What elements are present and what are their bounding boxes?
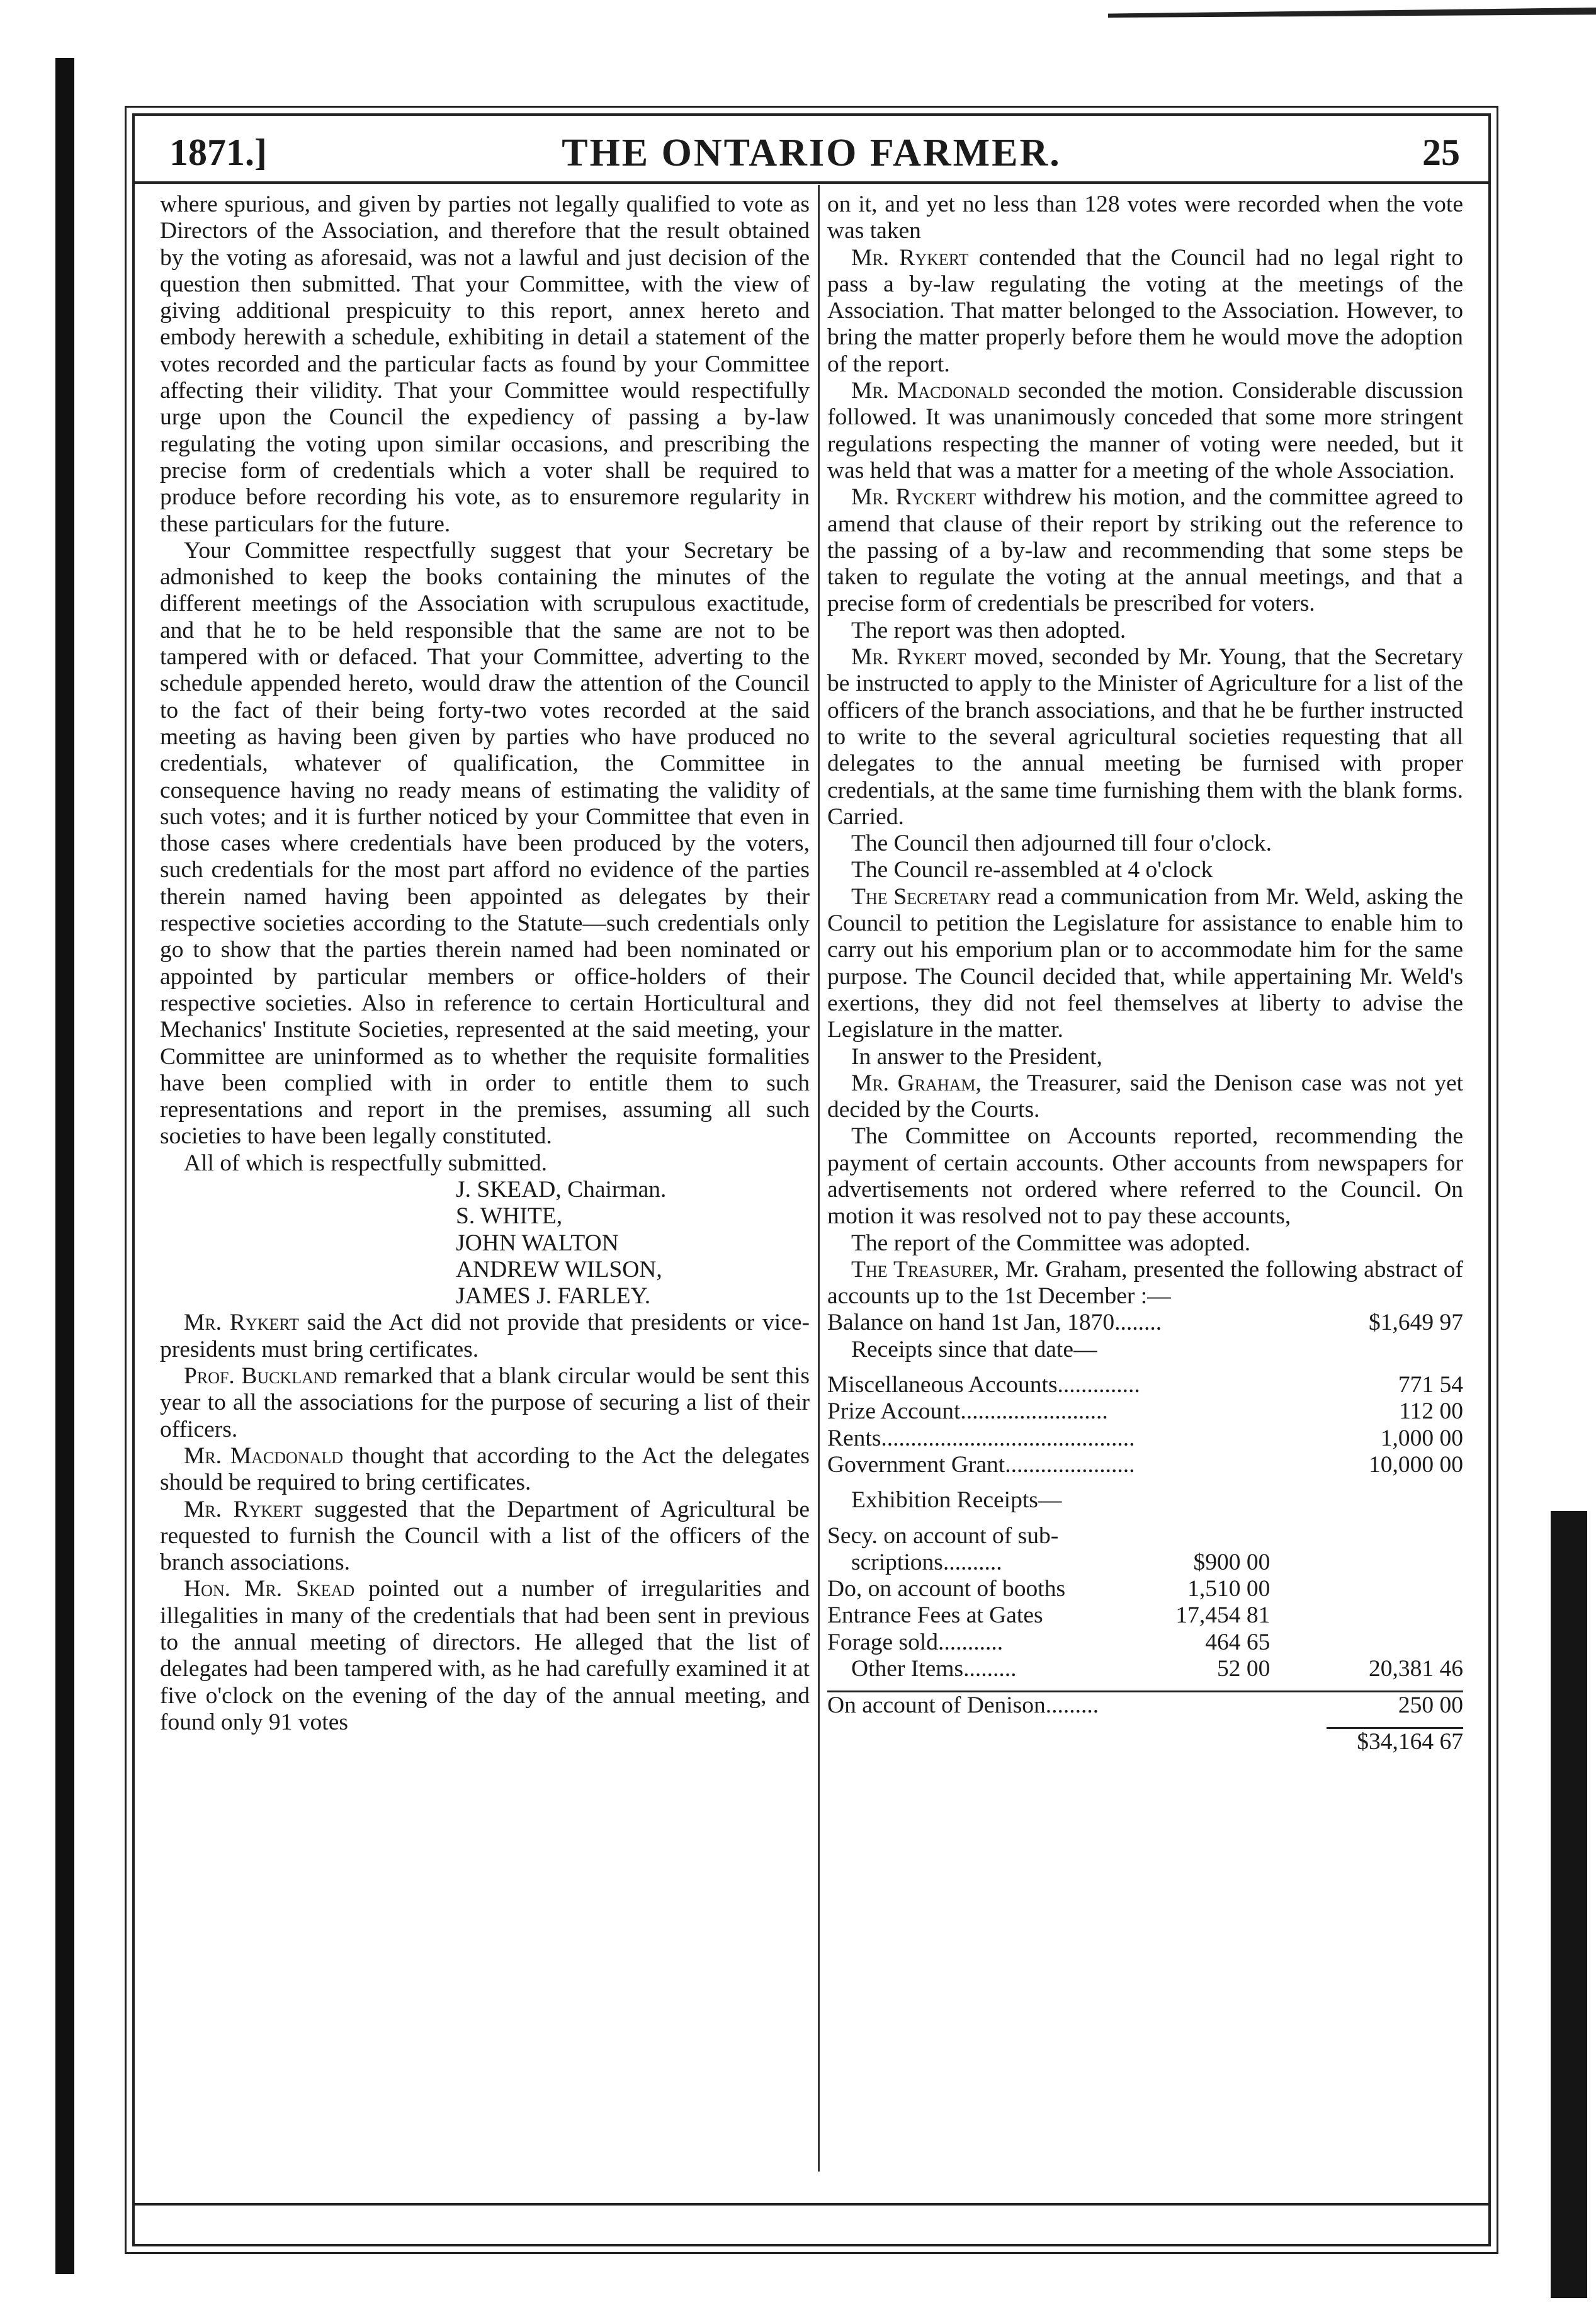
table-row: [827, 1691, 1463, 1719]
paragraph: where spurious, and given by parties not legally qualified to vote as Directors of the Association, and therefore that the result obtained by the voting as aforesaid, was not a lawful and just decision of the question then submitted. That your Committee, with the view of giving additional prespicuity to this report, annex hereto and embody herewith a schedule, exhibiting in detail a statement of the votes recorded and the particular facts as found by your Committee affecting their vilidity. That your Committee would respectifully urge upon the Council the expediency of passing a by-law regulating the voting upon similar occasions, and prescribing the precise form of credentials which a voter shall be required to produce before recording his vote, as to ensuremore regularity in these particulars for the future.: [160, 191, 810, 537]
entry-text: thought that according to the Act the delegates should be required to bring certificates.: [160, 1442, 810, 1496]
account-amount: [1327, 1523, 1463, 1549]
speaker: Prof. Buckland: [184, 1363, 337, 1390]
minutes-entry: [160, 1310, 810, 1363]
speaker: Mr. Rykert: [184, 1496, 303, 1522]
account-amount: $1,649 97: [1369, 1310, 1463, 1336]
signature-line: S. WHITE,: [456, 1203, 563, 1230]
table-row: [827, 1523, 1463, 1549]
account-amount: 250 00: [1327, 1691, 1463, 1719]
minutes-entry: [160, 1363, 810, 1443]
paragraph: All of which is respectfully submitted.: [184, 1150, 547, 1176]
minutes-entry: [160, 1497, 810, 1577]
entry-text: moved, seconded by Mr. Young, that the Secretary be instructed to apply to the Minister of Agriculture for a list of the officers of the branch associations, and that he be further instructed to write to the several agricultural societies requesting that all delegates to the annual meeting be furnised with proper credentials, at the same time furnishing them with the blank forms. Carried.: [827, 644, 1463, 830]
left-column: [160, 191, 810, 1736]
page-frame: [132, 113, 1491, 2246]
entry-text: withdrew his motion, and the committee agreed to amend that clause of their report by striking out the reference to the passing of a by-law and recommending that some steps be taken to regulate the voting at the annual meetings, and that a precise form of credentials be prescribed for voters.: [827, 484, 1463, 617]
account-amount: 20,381 46: [1369, 1656, 1463, 1682]
account-amount: [1327, 1629, 1463, 1656]
table-row: [827, 1728, 1463, 1755]
account-amount: [1327, 1602, 1463, 1629]
footer-rule: [135, 2203, 1488, 2206]
account-amount: 10,000 00: [1369, 1451, 1463, 1478]
table-row: [827, 1656, 1463, 1682]
account-amount: 771 54: [1398, 1372, 1463, 1398]
account-label: scriptions..........: [851, 1549, 1002, 1575]
entry-text: seconded the motion. Considerable discussion followed. It was unanimously conceded that some more stringent regulations respecting the manner of voting were needed, but it was held that was a matter for a meeting of the whole Association.: [827, 378, 1463, 484]
table-row: [827, 1425, 1463, 1452]
signature-line: JAMES J. FARLEY.: [456, 1283, 651, 1310]
page-number: 25: [1422, 132, 1460, 173]
entry-text: , Mr. Graham, presented the following abstract of accounts up to the 1st December :—: [827, 1256, 1463, 1310]
table-row: [827, 1629, 1463, 1656]
sub-amount: $900 00: [1193, 1549, 1271, 1575]
running-header: [135, 116, 1488, 185]
column-divider: [818, 185, 820, 2172]
table-row: [827, 1452, 1463, 1478]
entry-text: read a communication from Mr. Weld, asking the Council to petition the Legislature for assistance to enable him to carry out his emporium plan or to accommodate him for the same purpose. The Council decided that, while appertaining Mr. Weld's exertions, they did not feel themselves at liberty to advise the Legislature in the matter.: [827, 883, 1463, 1043]
header-rule: [135, 181, 1488, 184]
accounts-table: [827, 1310, 1463, 1755]
account-label: Prize Account.........................: [827, 1398, 1108, 1425]
table-row: [827, 1310, 1463, 1336]
signature-line: J. SKEAD, Chairman.: [456, 1176, 667, 1203]
account-label: Other Items.........: [851, 1656, 1017, 1682]
entry-text: The Committee on Accounts reported, recommending the payment of certain accounts. Other accounts from newspapers for advertisements not ordered where referred to the Council. On motion it was resolved not to pay these accounts,: [827, 1123, 1463, 1230]
signature-line: JOHN WALTON: [456, 1230, 619, 1256]
minutes-entry: [827, 618, 1463, 644]
entry-text: The Council then adjourned till four o'clock.: [851, 830, 1272, 857]
minutes-entry: [827, 245, 1463, 378]
account-label: Miscellaneous Accounts..............: [827, 1372, 1140, 1398]
account-label: Balance on hand 1st Jan, 1870........: [827, 1310, 1162, 1336]
table-row: [827, 1487, 1463, 1514]
entry-text: The report of the Committee was adopted.: [851, 1230, 1251, 1256]
table-row: [827, 1602, 1463, 1629]
minutes-entry: [827, 1257, 1463, 1310]
minutes-entry: [827, 378, 1463, 484]
minutes-entry: [827, 644, 1463, 830]
entry-text: , the Treasurer, said the Denison case was not yet decided by the Courts.: [827, 1070, 1464, 1123]
entry-text: The Council re-assembled at 4 o'clock: [851, 857, 1213, 883]
entry-text: The report was then adopted.: [851, 617, 1126, 643]
sub-amount: [1133, 1523, 1327, 1549]
scan-edge-left: [55, 58, 74, 2274]
minutes-entry: [827, 1230, 1463, 1257]
total-amount: $34,164 67: [1327, 1728, 1463, 1755]
entry-text: remarked that a blank circular would be sent this year to all the associations for the purpose of securing a list of their officers.: [160, 1363, 810, 1442]
speaker: Mr. Macdonald: [851, 378, 1010, 404]
sub-amount: 464 65: [1205, 1629, 1271, 1655]
paragraph: on it, and yet no less than 128 votes were recorded when the vote was taken: [827, 191, 1463, 244]
speaker: Mr. Rykert: [851, 244, 969, 271]
account-amount: 112 00: [1399, 1398, 1463, 1425]
minutes-entry: [827, 1123, 1463, 1230]
speaker: The Treasurer: [851, 1256, 993, 1283]
header-year: 1871.]: [169, 132, 267, 173]
minutes-entry: [160, 1576, 810, 1736]
account-amount: [1327, 1576, 1463, 1602]
scan-streak: [1108, 8, 1596, 18]
sub-amount: 17,454 81: [1175, 1602, 1271, 1629]
account-label: Rents...........................................: [827, 1425, 1135, 1451]
account-label: Entrance Fees at Gates: [827, 1602, 1043, 1629]
entry-text: contended that the Council had no legal right to pass a by-law regulating the voting at the meetings of the Association. That matter belonged to the Association. However, to bring the matter properly before them he would move the adoption of the report.: [827, 244, 1464, 377]
account-label: Secy. on account of sub-: [827, 1522, 1059, 1549]
section-heading: Exhibition Receipts—: [851, 1487, 1062, 1514]
minutes-entry: [827, 1044, 1463, 1070]
account-amount: 1,000 00: [1380, 1425, 1463, 1451]
speaker: Mr. Ryckert: [851, 484, 976, 511]
speaker: The Secretary: [851, 883, 991, 910]
account-label: Government Grant......................: [827, 1451, 1135, 1478]
header-title: THE ONTARIO FARMER.: [562, 132, 1061, 174]
minutes-entry: [827, 857, 1463, 883]
entry-text: suggested that the Department of Agricultural be requested to furnish the Council with a list of the officers of the branch associations.: [160, 1496, 810, 1576]
table-row: [827, 1398, 1463, 1425]
section-heading: Receipts since that date—: [851, 1336, 1097, 1362]
speaker: Hon. Mr. Skead: [184, 1576, 355, 1602]
table-row: [827, 1337, 1463, 1363]
right-column: [827, 191, 1463, 1755]
account-amount: [1327, 1549, 1463, 1576]
account-label: Forage sold...........: [827, 1629, 1004, 1655]
minutes-entry: [160, 1443, 810, 1497]
paragraph: Your Committee respectfully suggest that your Secretary be admonished to keep the books containing the minutes of the different meetings of the Association with scrupulous exactitude, and that he to be held responsible that the same are not to be tampered with or defaced. That your Committee, adverting to the schedule appended hereto, would draw the attention of the Council to the fact of their being forty-two votes recorded at the said meeting as having been given by parties who have produced no credentials, whatever of qualification, the Committee in consequence having no ready means of estimating the validity of such votes; and it is further noticed by your Committee that even in those cases where credentials have been produced by the voters, such credentials for the most part afford no evidence of the parties therein named having been appointed as delegates by their respective societies according to the Statute—such credentials only go to show that the parties therein named had been nominated or appointed by particular members or office-holders of their respective societies. Also in reference to certain Horticultural and Mechanics' Institute Societies, represented at the said meeting, your Committee are uninformed as to whether the requisite formalities have been complied with in order to entitle them to such representations and report in the premises, assuming all such societies to have been legally constituted.: [160, 537, 810, 1150]
minutes-entry: [827, 1070, 1463, 1124]
table-row: [827, 1576, 1463, 1602]
table-row: [827, 1372, 1463, 1398]
sub-amount: 52 00: [1217, 1656, 1271, 1682]
speaker: Mr. Macdonald: [184, 1442, 344, 1469]
speaker: Mr. Rykert: [851, 644, 966, 671]
entry-text: pointed out a number of irregularities and illegalities in many of the credentials that had been sent in previous to the annual meeting of directors. He alleged that the list of delegates had been tampered with, as he had carefully examined it at five o'clock on the evening of the day of the annual meeting, and found only 91 votes: [160, 1576, 810, 1735]
table-row: [827, 1549, 1463, 1576]
signature-line: ANDREW WILSON,: [456, 1256, 662, 1283]
minutes-entry: [827, 830, 1463, 857]
account-label: On account of Denison.........: [827, 1691, 1327, 1719]
minutes-entry: [827, 884, 1463, 1044]
speaker: Mr. Rykert: [184, 1310, 299, 1336]
minutes-entry: [827, 484, 1463, 617]
sub-amount: 1,510 00: [1187, 1576, 1271, 1602]
account-label: Do, on account of booths: [827, 1576, 1066, 1602]
entry-text: In answer to the President,: [851, 1043, 1102, 1070]
speaker: Mr. Graham: [851, 1070, 976, 1096]
entry-text: said the Act did not provide that presidents or vice-presidents must bring certificates.: [160, 1310, 810, 1362]
scan-edge-right: [1551, 1511, 1587, 2298]
